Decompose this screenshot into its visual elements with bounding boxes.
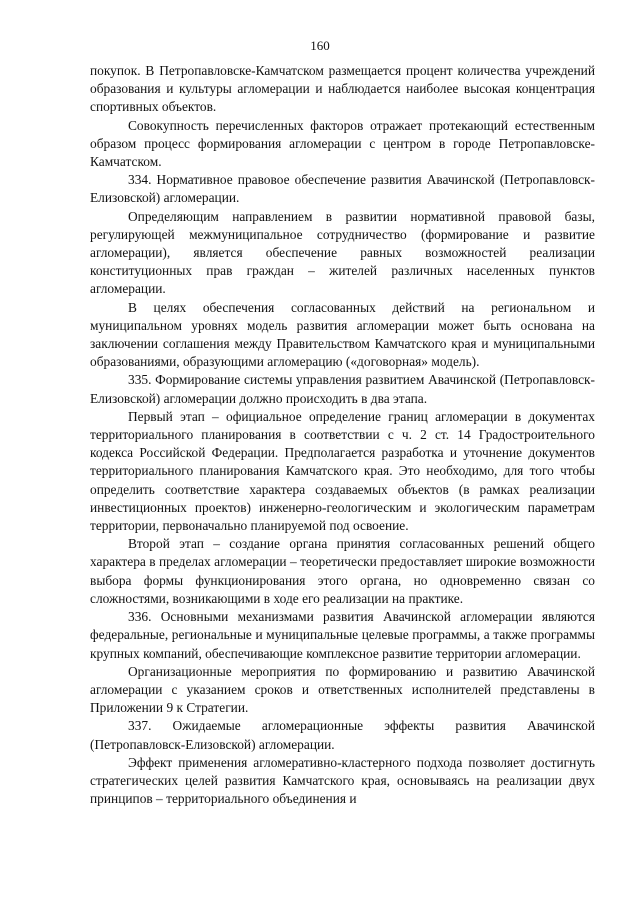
- paragraph: Совокупность перечисленных факторов отражает протекающий естественным образом процесс формирования агломерации с центром в городе Петропавловске-Камчатском.: [90, 117, 595, 170]
- paragraph: Определяющим направлением в развитии нормативной правовой базы, регулирующей межмуниципальное сотрудничество (формирование и развитие агломерации), является обеспечение равных возможностей реализации конституционных прав граждан – жителей различных населенных пунктов агломерации.: [90, 208, 595, 297]
- paragraph: Первый этап – официальное определение границ агломерации в документах территориального планирования в соответствии с ч. 2 ст. 14 Градостроительного кодекса Российской Федерации. Предполагается разработка и уточнение документов территориального планирования Камчатского края. Это необходимо, для того чтобы определить соответствие характера создаваемых объектов (в рамках реализации инвестиционных проектов) инженерно-геологическим и экологическим параметрам территории, первоначально планируемой под освоение.: [90, 408, 595, 534]
- paragraph: Второй этап – создание органа принятия согласованных решений общего характера в пределах агломерации – теоретически предоставляет широкие возможности выбора формы функционирования этого органа, но одновременно связан со сложностями, возникающими в ходе его реализации на практике.: [90, 536, 595, 606]
- section-heading-335: 335. Формирование системы управления развитием Авачинской (Петропавловск-Елизовской) агломерации должно происходить в два этапа.: [90, 372, 595, 406]
- section-heading-334: 334. Нормативное правовое обеспечение развития Авачинской (Петропавловск-Елизовской) агломерации.: [90, 172, 595, 206]
- paragraph: Эффект применения агломеративно-кластерного подхода позволяет достигнуть стратегических целей развития Камчатского края, основываясь на реализации двух принципов – территориального объединения и: [90, 754, 595, 807]
- paragraph: Организационные мероприятия по формированию и развитию Авачинской агломерации с указанием сроков и ответственных исполнителей представлены в Приложении 9 к Стратегии.: [90, 663, 595, 716]
- page-number: 160: [310, 38, 330, 53]
- paragraph: В целях обеспечения согласованных действий на региональном и муниципальном уровнях модель развития агломерации может быть основана на заключении соглашения между Правительством Камчатского края и муниципальными образованиями, образующими агломерацию («договорная» модель).: [90, 299, 595, 370]
- document-body: [90, 62, 595, 808]
- paragraph-continuation: покупок. В Петропавловске-Камчатском размещается процент количества учреждений образования и культуры агломерации и наблюдается наиболее высокая концентрация спортивных объектов.: [90, 63, 595, 115]
- section-heading-337: 337. Ожидаемые агломерационные эффекты развития Авачинской (Петропавловск-Елизовской) агломерации.: [90, 718, 595, 752]
- section-heading-336: 336. Основными механизмами развития Авачинской агломерации являются федеральные, региональные и муниципальные целевые программы, а также программы крупных компаний, обеспечивающие комплексное развитие территории агломерации.: [90, 609, 595, 661]
